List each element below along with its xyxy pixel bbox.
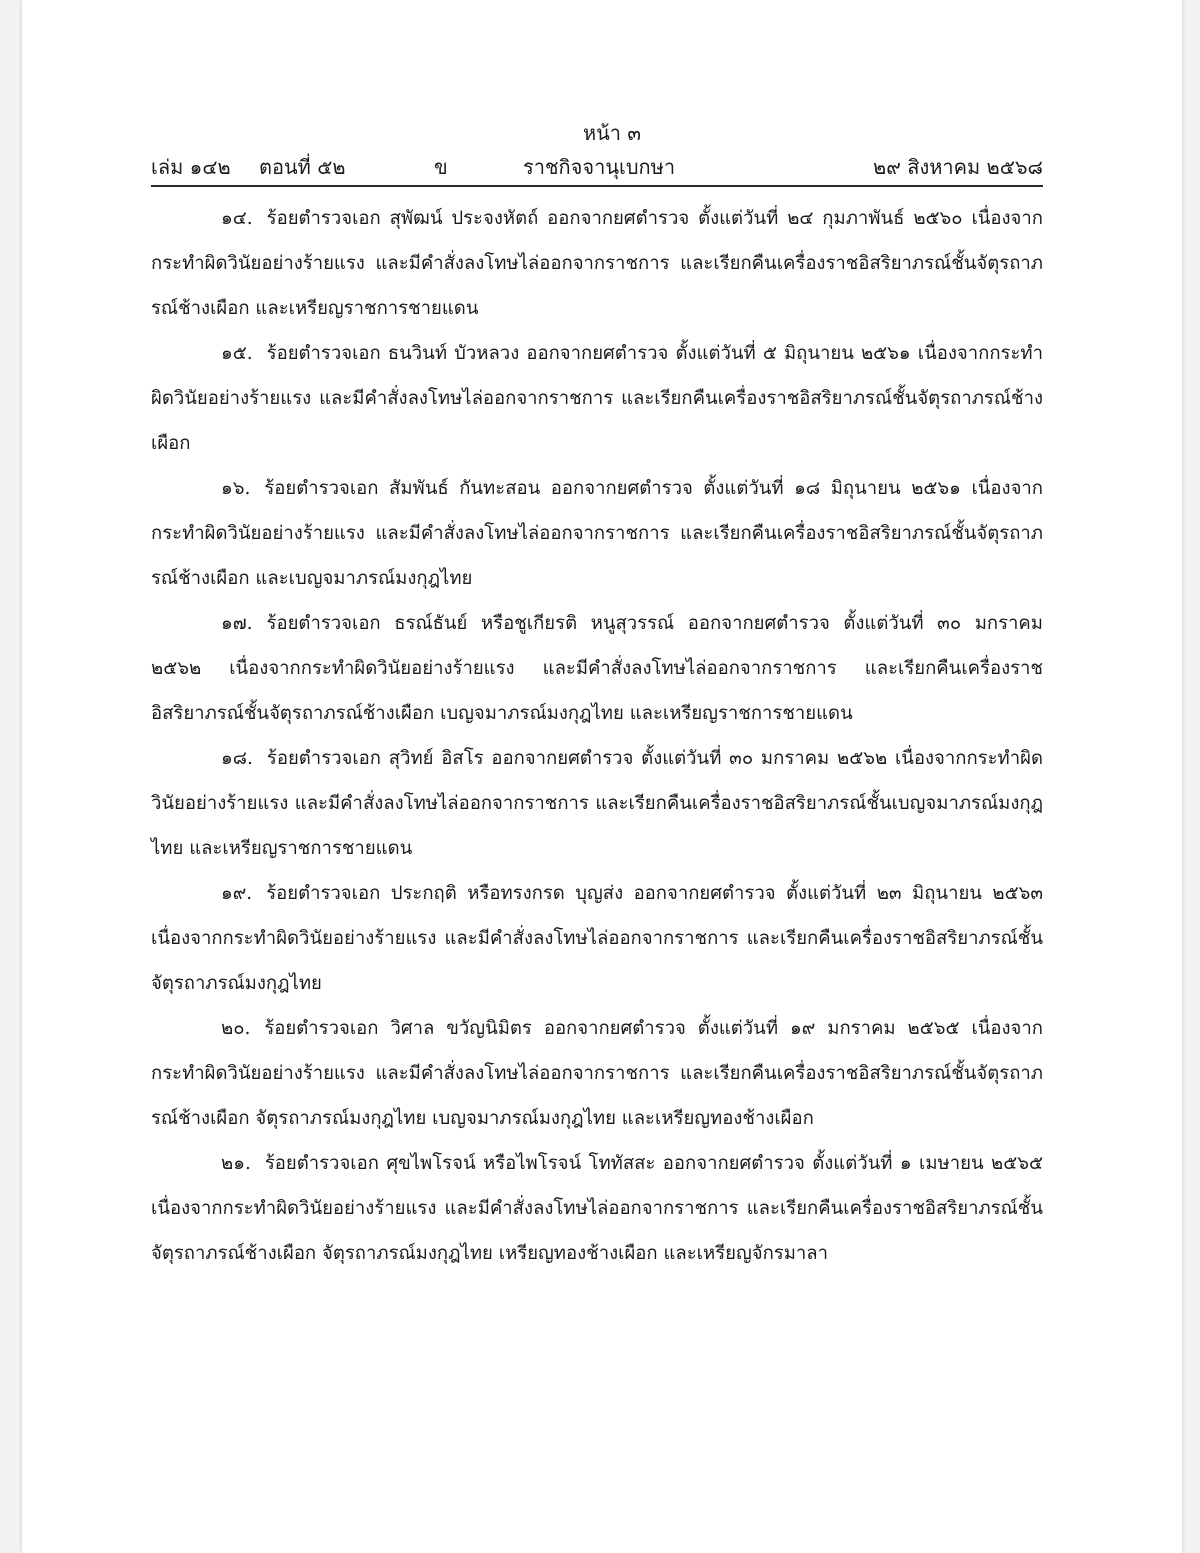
volume-label: เล่ม ๑๔๒ xyxy=(151,155,231,179)
list-item xyxy=(151,1006,1043,1141)
entry-number: ๒๑. xyxy=(221,1153,251,1174)
page-number: หน้า ๓ xyxy=(582,121,642,145)
list-item xyxy=(151,871,1043,1006)
list-item xyxy=(151,196,1043,331)
list-item xyxy=(151,1141,1043,1276)
gazette-title: ราชกิจจานุเบกษา xyxy=(523,155,676,179)
entry-number: ๑๕. xyxy=(221,343,253,364)
gazette-header xyxy=(151,150,1043,184)
entry-number: ๑๗. xyxy=(221,613,253,634)
entry-text: ร้อยตำรวจเอก ธรณ์ธันย์ หรือชูเกียรติ หนูสุวรรณ์ ออกจากยศตำรวจ ตั้งแต่วันที่ ๓๐ มกราคม ๒๕๖๒ เนื่องจากกระทำผิดวินัยอย่างร้ายแรง และมีคำสั่งลงโทษไล่ออกจากราชการ และเรียกคืนเครื่องราชอิสริยาภรณ์ชั้นจัตุรถาภรณ์ช้างเผือก เบญจมาภรณ์มงกุฎไทย และเหรียญราชการชายแดน xyxy=(151,613,1043,724)
entry-number: ๑๘. xyxy=(221,748,253,769)
section-label: ข xyxy=(434,155,448,179)
list-item xyxy=(151,331,1043,466)
entry-text: ร้อยตำรวจเอก สัมพันธ์ กันทะสอน ออกจากยศตำรวจ ตั้งแต่วันที่ ๑๘ มิถุนายน ๒๕๖๑ เนื่องจากกระทำผิดวินัยอย่างร้ายแรง และมีคำสั่งลงโทษไล่ออกจากราชการ และเรียกคืนเครื่องราชอิสริยาภรณ์ชั้นจัตุรถาภรณ์ช้างเผือก และเบญจมาภรณ์มงกุฎไทย xyxy=(151,478,1043,589)
entry-text: ร้อยตำรวจเอก ศุขไพโรจน์ หรือไพโรจน์ โททัสสะ ออกจากยศตำรวจ ตั้งแต่วันที่ ๑ เมษายน ๒๕๖๕ เนื่องจากกระทำผิดวินัยอย่างร้ายแรง และมีคำสั่งลงโทษไล่ออกจากราชการ และเรียกคืนเครื่องราชอิสริยาภรณ์ชั้นจัตุรถาภรณ์ช้างเผือก จัตุรถาภรณ์มงกุฎไทย เหรียญทองช้างเผือก และเหรียญจักรมาลา xyxy=(151,1153,1043,1264)
entry-text: ร้อยตำรวจเอก ธนวินท์ บัวหลวง ออกจากยศตำรวจ ตั้งแต่วันที่ ๕ มิถุนายน ๒๕๖๑ เนื่องจากกระทำผิดวินัยอย่างร้ายแรง และมีคำสั่งลงโทษไล่ออกจากราชการ และเรียกคืนเครื่องราชอิสริยาภรณ์ชั้นจัตุรถาภรณ์ช้างเผือก xyxy=(151,343,1043,454)
entry-number: ๒๐. xyxy=(221,1018,251,1039)
entry-number: ๑๖. xyxy=(221,478,251,499)
list-item xyxy=(151,601,1043,736)
issue-label: ตอนที่ ๕๒ xyxy=(259,155,346,179)
list-item xyxy=(151,466,1043,601)
document-page xyxy=(22,0,1182,1553)
entry-number: ๑๙. xyxy=(221,883,253,904)
list-item xyxy=(151,736,1043,871)
entry-text: ร้อยตำรวจเอก สุวิทย์ อิสโร ออกจากยศตำรวจ ตั้งแต่วันที่ ๓๐ มกราคม ๒๕๖๒ เนื่องจากกระทำผิดวินัยอย่างร้ายแรง และมีคำสั่งลงโทษไล่ออกจากราชการ และเรียกคืนเครื่องราชอิสริยาภรณ์ชั้นเบญจมาภรณ์มงกุฎไทย และเหรียญราชการชายแดน xyxy=(151,748,1043,859)
entry-text: ร้อยตำรวจเอก ประกฤติ หรือทรงกรด บุญส่ง ออกจากยศตำรวจ ตั้งแต่วันที่ ๒๓ มิถุนายน ๒๕๖๓ เนื่องจากกระทำผิดวินัยอย่างร้ายแรง และมีคำสั่งลงโทษไล่ออกจากราชการ และเรียกคืนเครื่องราชอิสริยาภรณ์ชั้นจัตุรถาภรณ์มงกุฎไทย xyxy=(151,883,1043,994)
entry-text: ร้อยตำรวจเอก สุพัฒน์ ประจงหัตถ์ ออกจากยศตำรวจ ตั้งแต่วันที่ ๒๔ กุมภาพันธ์ ๒๕๖๐ เนื่องจากกระทำผิดวินัยอย่างร้ายแรง และมีคำสั่งลงโทษไล่ออกจากราชการ และเรียกคืนเครื่องราชอิสริยาภรณ์ชั้นจัตุรถาภรณ์ช้างเผือก และเหรียญราชการชายแดน xyxy=(151,208,1043,319)
gazette-document xyxy=(151,116,1043,1276)
entry-number: ๑๔. xyxy=(221,208,253,229)
entry-text: ร้อยตำรวจเอก วิศาล ขวัญนิมิตร ออกจากยศตำรวจ ตั้งแต่วันที่ ๑๙ มกราคม ๒๕๖๕ เนื่องจากกระทำผิดวินัยอย่างร้ายแรง และมีคำสั่งลงโทษไล่ออกจากราชการ และเรียกคืนเครื่องราชอิสริยาภรณ์ชั้นจัตุรถาภรณ์ช้างเผือก จัตุรถาภรณ์มงกุฎไทย เบญจมาภรณ์มงกุฎไทย และเหรียญทองช้างเผือก xyxy=(151,1018,1043,1129)
header-divider xyxy=(151,185,1043,187)
publication-date: ๒๙ สิงหาคม ๒๕๖๘ xyxy=(873,155,1043,179)
